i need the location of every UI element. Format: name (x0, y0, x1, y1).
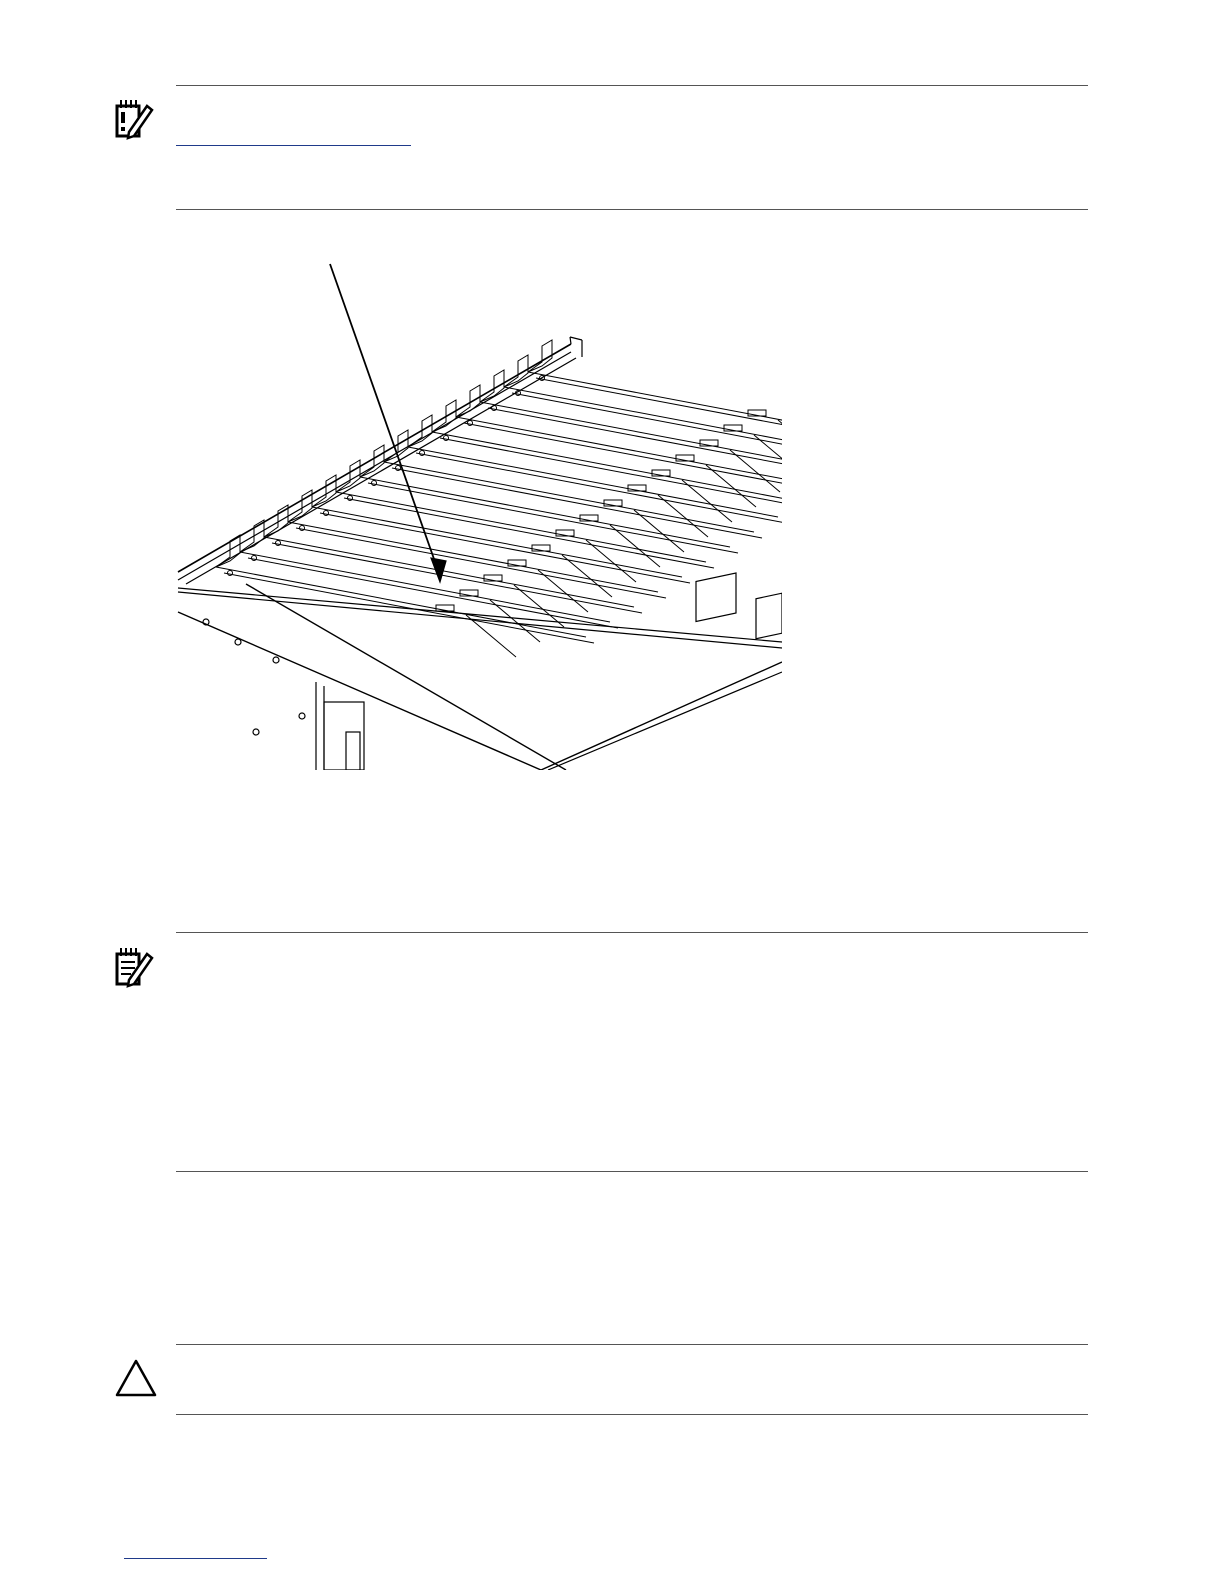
note-icon (112, 946, 154, 993)
card-slot (240, 520, 618, 642)
note-bottom-rule (176, 1171, 1088, 1172)
caution-bottom-rule (176, 1414, 1088, 1415)
card-slot (360, 445, 738, 567)
footer-link-underline[interactable] (124, 1558, 267, 1559)
important-top-rule (176, 85, 1088, 86)
important-link-underline[interactable] (176, 145, 411, 146)
card-slot (312, 475, 690, 597)
card-cage-figure (176, 262, 782, 770)
important-note-icon (112, 98, 154, 145)
card-slot (384, 430, 762, 552)
caution-top-rule (176, 1344, 1088, 1345)
note-top-rule (176, 932, 1088, 933)
card-cage-drawing (176, 262, 782, 770)
card-slot (336, 460, 714, 582)
card-slot (528, 340, 782, 462)
card-slot (288, 490, 666, 612)
caution-triangle-icon (114, 1358, 158, 1403)
important-bottom-rule (176, 209, 1088, 210)
chassis-front-edge (178, 588, 782, 642)
card-slot (264, 505, 642, 627)
